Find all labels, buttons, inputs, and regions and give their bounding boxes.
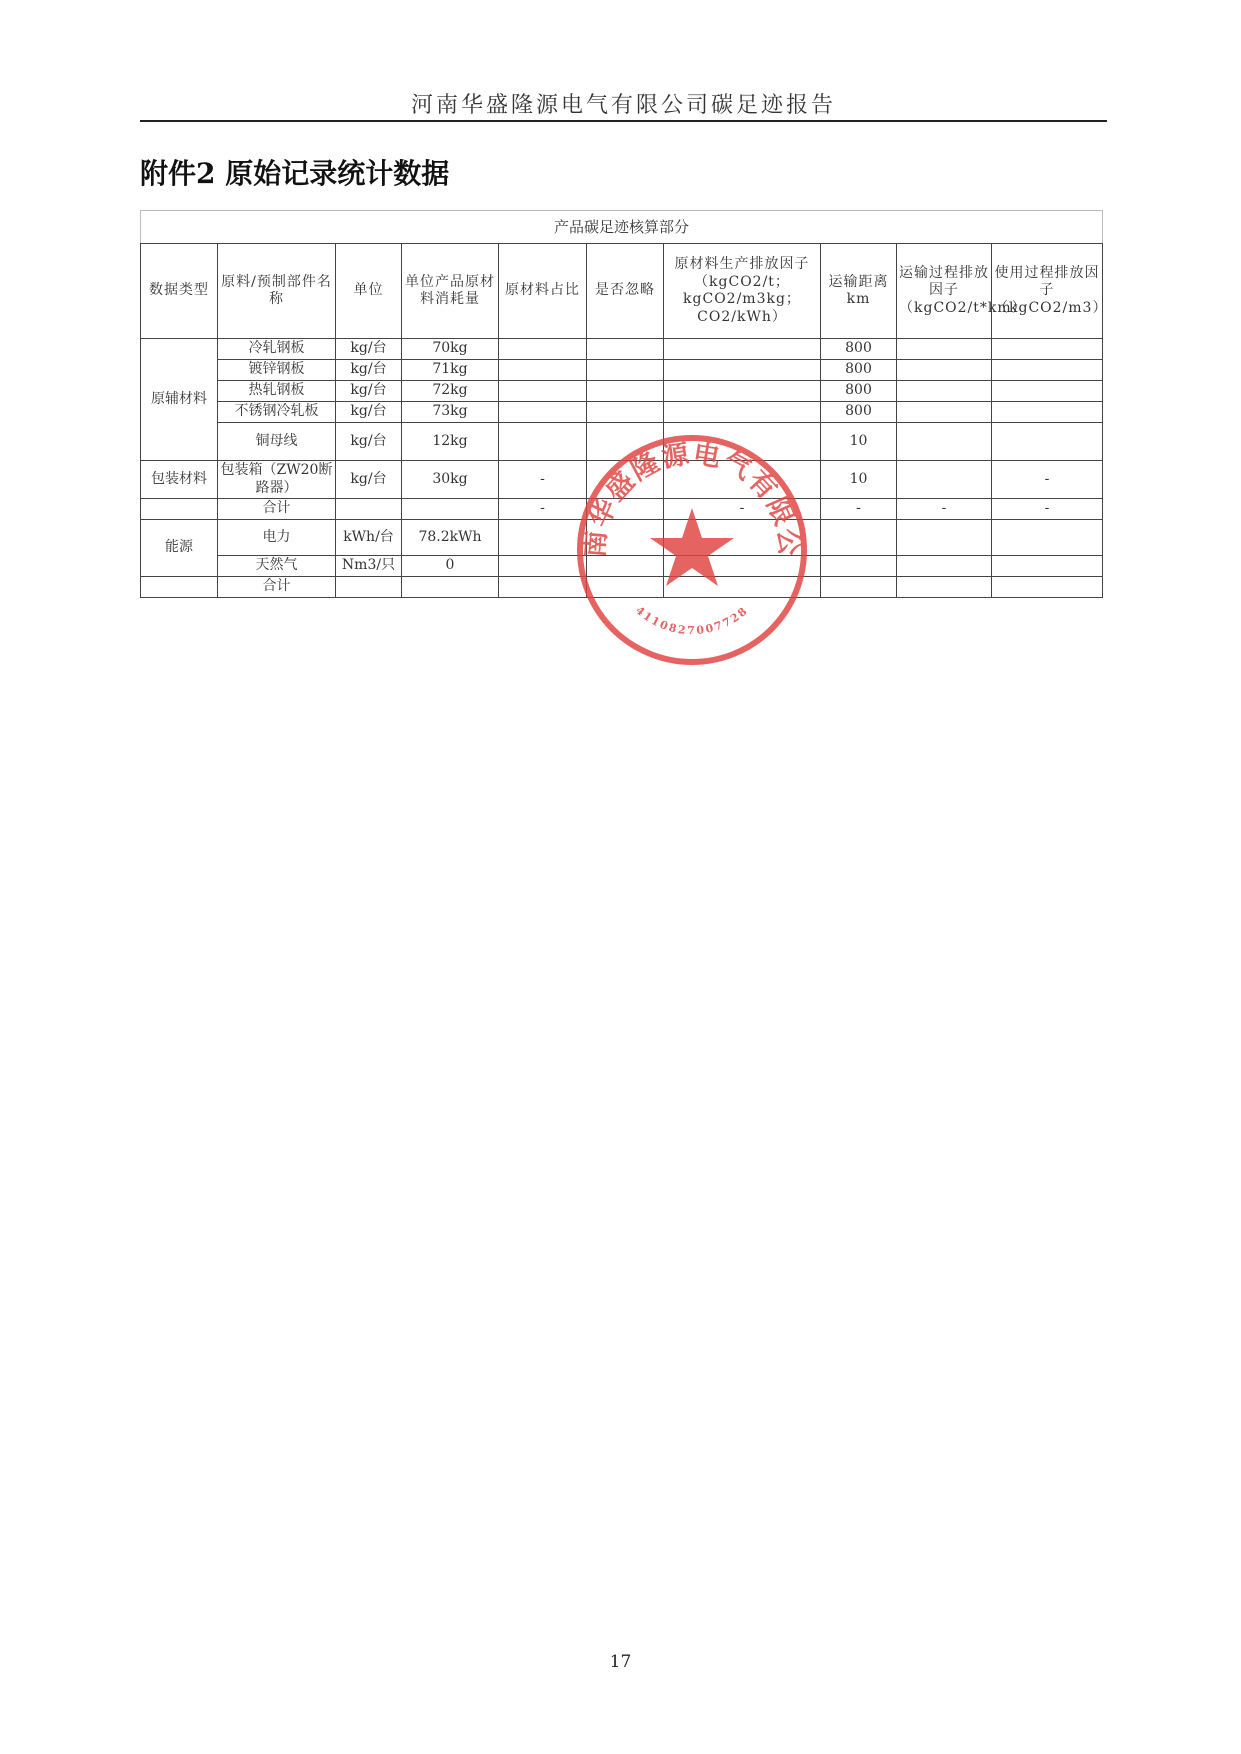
cell-distance: 10	[821, 461, 897, 499]
cell-unit: kg/台	[336, 402, 402, 423]
cell-transport-factor	[897, 577, 992, 598]
cell-name: 合计	[218, 499, 336, 520]
header-transport-factor: 运输过程排放因子（kgCO2/t*km）	[897, 244, 992, 339]
cell-ratio	[499, 339, 587, 360]
cell-name: 镀锌钢板	[218, 360, 336, 381]
carbon-footprint-table	[140, 210, 1108, 598]
group-raw-materials: 原辅材料	[141, 339, 218, 461]
cell-name: 铜母线	[218, 423, 336, 461]
cell-transport-factor	[897, 339, 992, 360]
group-packaging: 包装材料	[141, 461, 218, 499]
seal-code	[633, 604, 751, 637]
header-material-name: 原料/预制部件名称	[218, 244, 336, 339]
header-transport-distance-unit: km	[846, 291, 871, 307]
cell-transport-factor	[897, 360, 992, 381]
page-number: 17	[609, 1652, 632, 1672]
cell-name: 天然气	[218, 556, 336, 577]
cell-consumption	[402, 499, 499, 520]
cell-consumption: 30kg	[402, 461, 499, 499]
header-divider	[140, 120, 1107, 122]
cell-distance: 800	[821, 339, 897, 360]
cell-use-factor	[992, 360, 1103, 381]
cell-use-factor	[992, 381, 1103, 402]
header-unit: 单位	[336, 244, 402, 339]
header-transport-distance	[821, 244, 897, 339]
cell-transport-factor	[897, 520, 992, 556]
cell-production-factor	[664, 520, 821, 556]
header-ignore: 是否忽略	[587, 244, 664, 339]
cell-ignore	[587, 339, 664, 360]
group-energy: 能源	[141, 520, 218, 577]
section-title: 附件2 原始记录统计数据	[140, 157, 450, 190]
cell-unit: kg/台	[336, 360, 402, 381]
cell-ignore	[587, 577, 664, 598]
cell-consumption: 73kg	[402, 402, 499, 423]
header-transport-distance-label: 运输距离	[828, 273, 889, 290]
cell-ignore	[587, 556, 664, 577]
cell-distance	[821, 556, 897, 577]
cell-name: 合计	[218, 577, 336, 598]
cell-production-factor	[664, 556, 821, 577]
header-use-factor: 使用过程排放因子（kgCO2/m3）	[992, 244, 1103, 339]
cell-name: 热轧钢板	[218, 381, 336, 402]
cell-production-factor	[664, 461, 821, 499]
cell-transport-factor	[897, 402, 992, 423]
cell-distance	[821, 577, 897, 598]
cell-consumption: 71kg	[402, 360, 499, 381]
cell-group-empty	[141, 499, 218, 520]
cell-transport-factor: -	[897, 499, 992, 520]
cell-unit	[336, 499, 402, 520]
table-row	[141, 360, 1103, 381]
cell-production-factor	[664, 423, 821, 461]
cell-ratio	[499, 520, 587, 556]
cell-consumption: 12kg	[402, 423, 499, 461]
cell-ignore	[587, 499, 664, 520]
cell-ratio	[499, 556, 587, 577]
cell-use-factor	[992, 423, 1103, 461]
table-row	[141, 339, 1103, 360]
cell-consumption	[402, 577, 499, 598]
seal-code-path: 4110827007728	[633, 603, 751, 638]
header-data-type: 数据类型	[141, 244, 218, 339]
cell-transport-factor	[897, 381, 992, 402]
cell-consumption: 70kg	[402, 339, 499, 360]
cell-ignore	[587, 381, 664, 402]
cell-production-factor	[664, 402, 821, 423]
cell-transport-factor	[897, 556, 992, 577]
cell-transport-factor	[897, 423, 992, 461]
carbon-footprint-table-container	[140, 210, 1107, 598]
cell-name: 电力	[218, 520, 336, 556]
cell-name: 包装箱（ZW20断路器）	[218, 461, 336, 499]
cell-unit: Nm3/只	[336, 556, 402, 577]
table-row	[141, 577, 1103, 598]
cell-use-factor	[992, 520, 1103, 556]
cell-production-factor	[664, 577, 821, 598]
cell-ratio: -	[499, 461, 587, 499]
cell-ratio	[499, 577, 587, 598]
header-production-factor: 原材料生产排放因子（kgCO2/t；kgCO2/m3kg；CO2/kWh）	[664, 244, 821, 339]
table-row	[141, 402, 1103, 423]
cell-unit: kg/台	[336, 423, 402, 461]
cell-unit: kg/台	[336, 381, 402, 402]
header-consumption: 单位产品原材料消耗量	[402, 244, 499, 339]
cell-consumption: 72kg	[402, 381, 499, 402]
cell-ignore	[587, 360, 664, 381]
cell-distance: 800	[821, 402, 897, 423]
cell-ratio	[499, 402, 587, 423]
cell-ratio	[499, 381, 587, 402]
cell-distance: -	[821, 499, 897, 520]
cell-unit: kg/台	[336, 461, 402, 499]
cell-consumption: 0	[402, 556, 499, 577]
page-header-title: 河南华盛隆源电气有限公司碳足迹报告	[410, 93, 836, 118]
cell-production-factor	[664, 339, 821, 360]
cell-use-factor	[992, 556, 1103, 577]
cell-production-factor	[664, 381, 821, 402]
cell-ratio: -	[499, 499, 587, 520]
cell-use-factor	[992, 339, 1103, 360]
cell-ignore	[587, 520, 664, 556]
header-material-ratio: 原材料占比	[499, 244, 587, 339]
cell-production-factor: -	[664, 499, 821, 520]
cell-transport-factor	[897, 461, 992, 499]
table-row	[141, 461, 1103, 499]
table-row	[141, 499, 1103, 520]
cell-unit: kg/台	[336, 339, 402, 360]
cell-distance: 800	[821, 381, 897, 402]
cell-ignore	[587, 402, 664, 423]
cell-distance: 10	[821, 423, 897, 461]
table-caption: 产品碳足迹核算部分	[141, 211, 1103, 244]
cell-use-factor: -	[992, 499, 1103, 520]
cell-group-empty	[141, 577, 218, 598]
cell-use-factor: -	[992, 461, 1103, 499]
cell-ignore	[587, 423, 664, 461]
cell-ratio	[499, 423, 587, 461]
seal-company-name-path: 南华盛隆源电气有限公	[579, 438, 805, 559]
cell-name: 不锈钢冷轧板	[218, 402, 336, 423]
cell-distance	[821, 520, 897, 556]
table-row	[141, 556, 1103, 577]
cell-ignore	[587, 461, 664, 499]
table-row	[141, 381, 1103, 402]
cell-consumption: 78.2kWh	[402, 520, 499, 556]
table-row	[141, 423, 1103, 461]
cell-distance: 800	[821, 360, 897, 381]
cell-use-factor	[992, 577, 1103, 598]
cell-name: 冷轧钢板	[218, 339, 336, 360]
cell-use-factor	[992, 402, 1103, 423]
cell-production-factor	[664, 360, 821, 381]
cell-unit: kWh/台	[336, 520, 402, 556]
table-row	[141, 520, 1103, 556]
cell-ratio	[499, 360, 587, 381]
cell-unit	[336, 577, 402, 598]
